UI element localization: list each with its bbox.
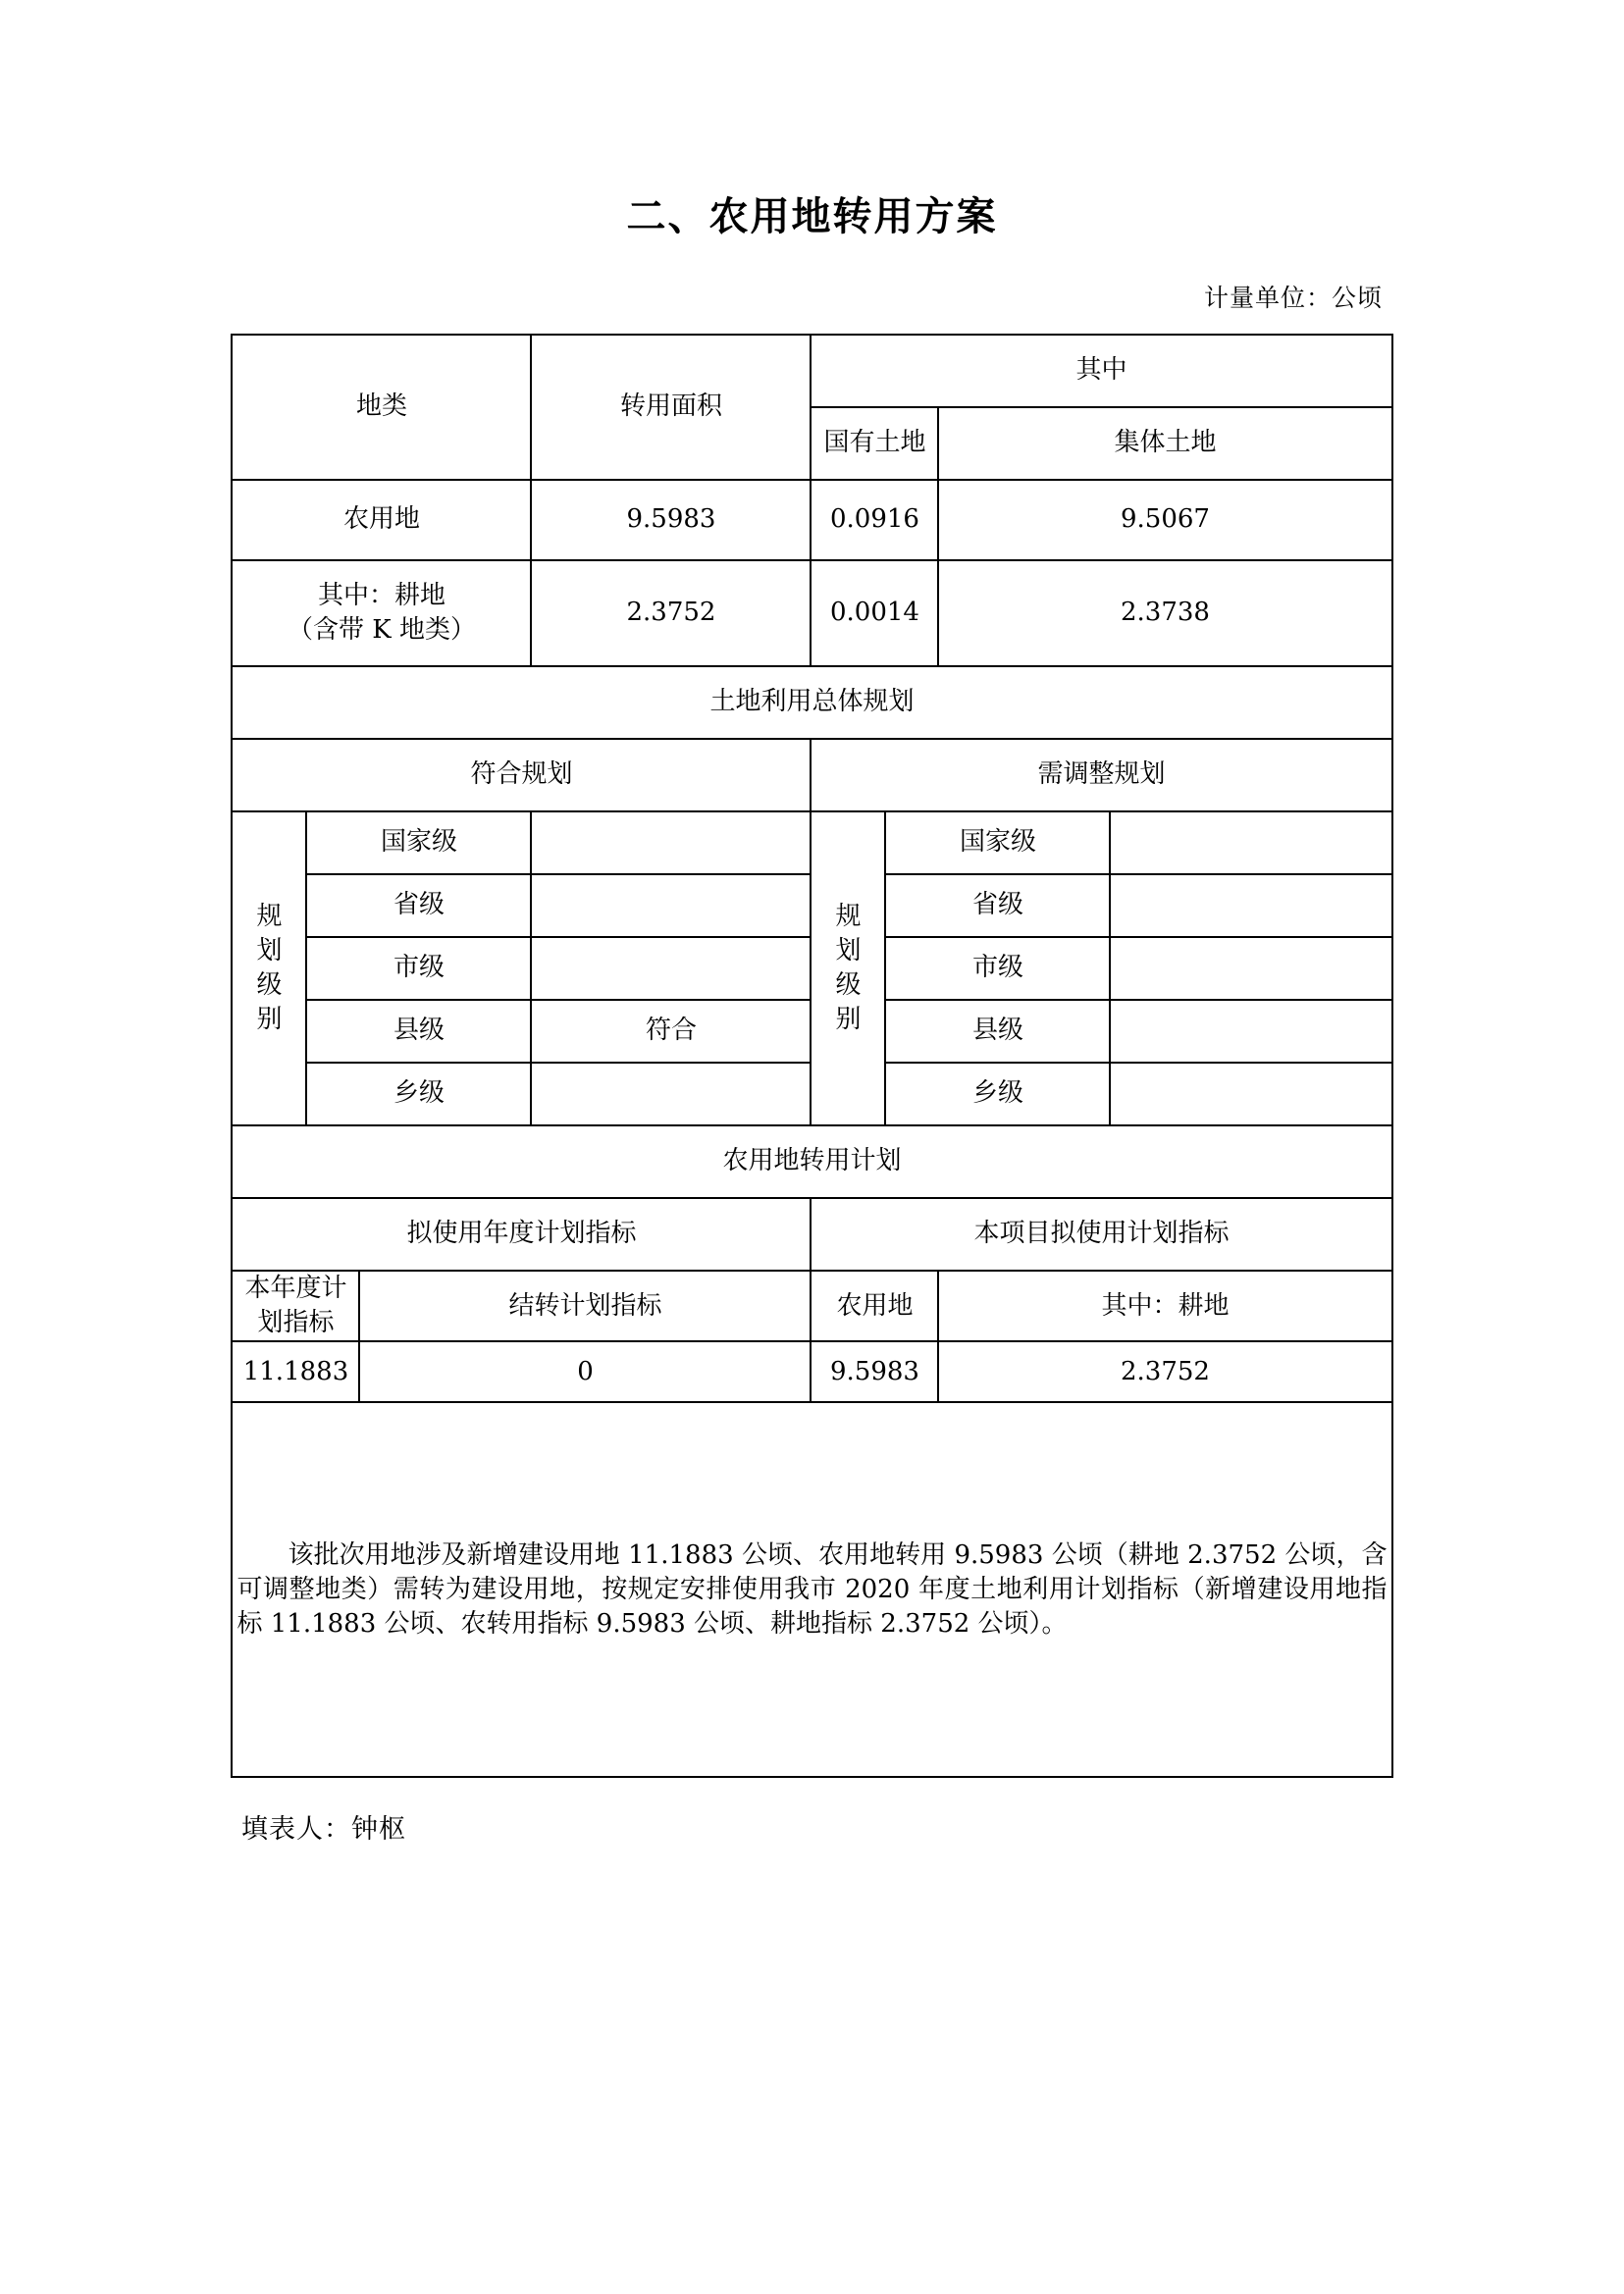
header-land-type: 地类 (232, 335, 531, 480)
row-label-agricultural-land: 农用地 (232, 480, 531, 560)
column-header-cultivated-land: 其中：耕地 (938, 1271, 1391, 1341)
plan-level-row (232, 811, 1391, 874)
header-state-owned-land: 国有土地 (811, 407, 938, 480)
vertical-label-char: 规 (256, 901, 283, 931)
plan-level-name-right: 乡级 (885, 1063, 1110, 1125)
table-header-row-1 (232, 335, 1391, 407)
band-title-needs-adjustment-plan: 需调整规划 (811, 739, 1391, 811)
plan-level-value-left (531, 811, 811, 874)
column-header-agricultural-land: 农用地 (811, 1271, 938, 1341)
remark-text: 该批次用地涉及新增建设用地 11.1883 公顷、农用地转用 9.5983 公顷（耕地 2.3752 公顷，含可调整地类）需转为建设用地，按规定安排使用我市 2020 年度土地利用计划指标（新增建设用地指标 11.1883 公顷、农转用指标 9.5983 公顷、耕地指标 2.3752 公顷）。 (236, 1539, 1388, 1639)
vertical-label-char: 别 (256, 1005, 283, 1035)
vertical-label-char: 划 (256, 935, 283, 965)
plan-level-value-right (1110, 1000, 1391, 1063)
row-label-cultivated-land-line1: 其中：耕地 (317, 580, 445, 610)
band-title-conforms-to-plan: 符合规划 (232, 739, 811, 811)
remark-row (232, 1402, 1391, 1777)
band-title-conversion-plan: 农用地转用计划 (232, 1125, 1391, 1198)
vertical-label-plan-level-right (811, 811, 885, 1125)
cell-cultivated-state-owned: 0.0014 (811, 560, 938, 666)
plan-level-value-right (1110, 1063, 1391, 1125)
vertical-label-char: 规 (835, 901, 862, 931)
cell-cultivated-collective: 2.3738 (938, 560, 1391, 666)
header-collective-land: 集体土地 (938, 407, 1391, 480)
value-carryover-index: 0 (359, 1341, 811, 1402)
remark-cell (232, 1402, 1391, 1777)
cell-agricultural-collective: 9.5067 (938, 480, 1391, 560)
vertical-label-plan-level-left (232, 811, 306, 1125)
plan-level-name-right: 省级 (885, 874, 1110, 937)
vertical-label-char: 别 (835, 1005, 862, 1035)
group-header-annual-plan-index: 拟使用年度计划指标 (232, 1198, 811, 1271)
subsection-band-plan-status (232, 739, 1391, 811)
cell-agricultural-state-owned: 0.0916 (811, 480, 938, 560)
plan-level-name-left: 县级 (306, 1000, 531, 1063)
vertical-label-char: 级 (835, 970, 862, 1000)
plan-level-name-left: 乡级 (306, 1063, 531, 1125)
conversion-plan-group-row (232, 1198, 1391, 1271)
conversion-plan-column-header-row (232, 1271, 1391, 1341)
plan-level-value-left: 符合 (531, 1000, 811, 1063)
value-agricultural-land: 9.5983 (811, 1341, 938, 1402)
plan-level-name-left: 市级 (306, 937, 531, 1000)
section-band-overall-plan (232, 666, 1391, 739)
value-cultivated-land: 2.3752 (938, 1341, 1391, 1402)
plan-level-value-right (1110, 874, 1391, 937)
group-header-project-plan-index: 本项目拟使用计划指标 (811, 1198, 1391, 1271)
cell-agricultural-converted-area: 9.5983 (531, 480, 811, 560)
main-table-container (0, 314, 1624, 1778)
plan-level-name-left: 省级 (306, 874, 531, 937)
plan-level-name-right: 县级 (885, 1000, 1110, 1063)
section-band-conversion-plan (232, 1125, 1391, 1198)
table-row (232, 560, 1391, 666)
header-among-which: 其中 (811, 335, 1391, 407)
row-label-cultivated-land-line2: （含带 K 地类） (288, 615, 476, 645)
vertical-label-char: 划 (835, 935, 862, 965)
plan-level-value-right (1110, 811, 1391, 874)
measurement-unit-note: 计量单位：公顷 (1203, 284, 1383, 312)
column-header-current-year-index: 本年度计划指标 (232, 1271, 359, 1341)
plan-level-value-right (1110, 937, 1391, 1000)
plan-level-value-left (531, 874, 811, 937)
plan-level-name-left: 国家级 (306, 811, 531, 874)
row-label-cultivated-land (232, 560, 531, 666)
column-header-carryover-index: 结转计划指标 (359, 1271, 811, 1341)
plan-level-value-left (531, 1063, 811, 1125)
conversion-plan-value-row (232, 1341, 1391, 1402)
vertical-label-char: 级 (256, 970, 283, 1000)
header-converted-area: 转用面积 (531, 335, 811, 480)
plan-level-name-right: 国家级 (885, 811, 1110, 874)
form-filler-label: 填表人：钟枢 (241, 1814, 406, 1846)
plan-level-value-left (531, 937, 811, 1000)
farmland-conversion-table (231, 334, 1392, 1778)
value-current-year-index: 11.1883 (232, 1341, 359, 1402)
plan-level-name-right: 市级 (885, 937, 1110, 1000)
cell-cultivated-converted-area: 2.3752 (531, 560, 811, 666)
band-title-overall-plan: 土地利用总体规划 (232, 666, 1391, 739)
page-title: 二、农用地转用方案 (626, 193, 998, 239)
table-row (232, 480, 1391, 560)
